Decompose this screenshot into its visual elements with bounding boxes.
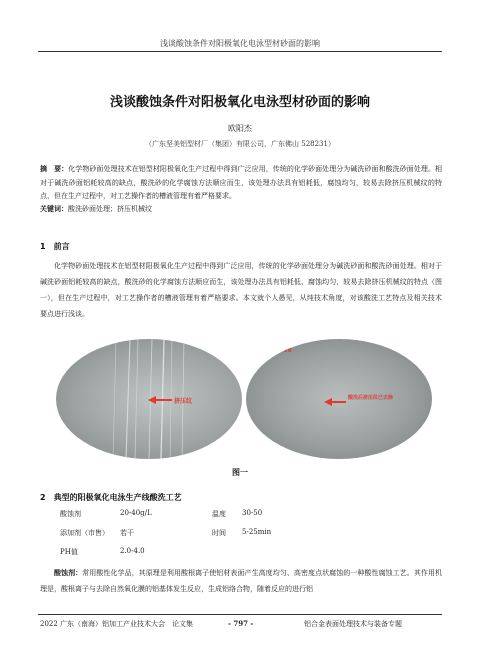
page-number: - 797 - xyxy=(228,619,254,628)
param-row xyxy=(60,547,440,566)
article-author: 欧阳杰 xyxy=(228,124,252,133)
header-rule xyxy=(38,51,442,52)
section2-text xyxy=(40,565,442,597)
section2-heading: 2 典型的阳极氧化电泳生产线酸洗工艺 xyxy=(40,493,182,502)
keywords-text: 酸洗砂面处理；挤压机械纹 xyxy=(68,205,152,213)
param-value-2: 5-25min xyxy=(242,528,272,536)
micrograph-before-note: 挤压纹 xyxy=(174,398,193,405)
abstract-label: 摘 要： xyxy=(40,165,69,173)
abstract-text: 化学物砂面处理技术在铝型材阳极氧化生产过程中得到广泛应用，传统的化学砂面处理分为碱洗砂面和酸洗砂面处理。相对于碱洗砂面铝耗较高的缺点，酸洗砂的化学腐蚀方法顺应而生，该处理办法具有铝耗低，腐蚀均匀，较易去除挤压机械纹的特点，但在生产过程中，对工艺操作者的槽液管理有着严格要求。 xyxy=(40,165,443,200)
micrograph-before xyxy=(56,339,242,459)
micrograph-after xyxy=(246,339,432,459)
abstract xyxy=(40,163,442,204)
footer-rule xyxy=(38,614,442,615)
param-row xyxy=(60,509,440,528)
param-row xyxy=(60,528,440,547)
param-name-2: 温度 xyxy=(212,510,226,518)
micrograph-after-note: 酸洗后挤压纹已去除 xyxy=(348,395,394,401)
param-value-2: 30-50 xyxy=(242,509,263,517)
arrow-icon xyxy=(56,339,242,459)
section2-para: 常用酸性化学品，其原理是利用酸根离子使铝材表面产生高度均匀、高密度点状腐蚀的一种酸性腐蚀工艺。其作用机理是，酸根离子与去除自然氧化膜的铝基体发生反应，生成铝络合物，随着反应的进行铝 xyxy=(40,569,443,593)
param-value: 20-40g/L xyxy=(120,509,152,517)
article-affiliation: （广东坚美铝型材厂（集团）有限公司，广东佛山 528231） xyxy=(145,140,335,148)
running-header: 浅谈酸蚀条件对阳极氧化电泳型材砂面的影响 xyxy=(160,39,320,48)
article-title: 浅谈酸蚀条件对阳极氧化电泳型材砂面的影响 xyxy=(109,95,370,110)
param-name-2: 时间 xyxy=(212,529,226,537)
keywords-label: 关键词： xyxy=(40,205,68,213)
param-name: 酸蚀剂 xyxy=(60,510,81,518)
footer-right: 铝合金表面处理技术与装备专题 xyxy=(304,620,402,628)
param-value: 若干 xyxy=(120,529,134,537)
section1-heading: 1 前言 xyxy=(40,242,70,251)
footer-left: 2022 广东（南海）铝加工产业技术大会 论文集 xyxy=(40,620,194,628)
param-name: 添加剂（市售） xyxy=(60,529,109,537)
param-name: PH值 xyxy=(60,548,78,556)
micrograph-after-label: NP251000 xyxy=(258,346,292,354)
param-value: 2.0-4.0 xyxy=(120,547,145,555)
process-parameters xyxy=(60,509,440,566)
figure-caption: 图一 xyxy=(232,468,248,477)
section1-text: 化学物砂面处理技术在铝型材阳极氧化生产过程中得到广泛应用，传统的化学砂面处理分为碱洗砂面和酸洗砂面处理。相对于碱洗砂面铝耗较高的缺点，酸洗砂的化学腐蚀方法顺应而生，该处理办法具有铝耗低、腐蚀均匀，较易去除挤压机械纹的特点（图一），但在生产过程中，对工艺操作者的槽液管理有着严格要求。本文就个人愚见，从纯技术角度，对该酸洗工艺特点及相关技术要点进行浅谈。 xyxy=(40,262,442,318)
keywords xyxy=(40,204,442,214)
section2-lead: 酸蚀剂： xyxy=(54,569,83,577)
micrograph-before-label: 坯料 xyxy=(66,347,80,355)
